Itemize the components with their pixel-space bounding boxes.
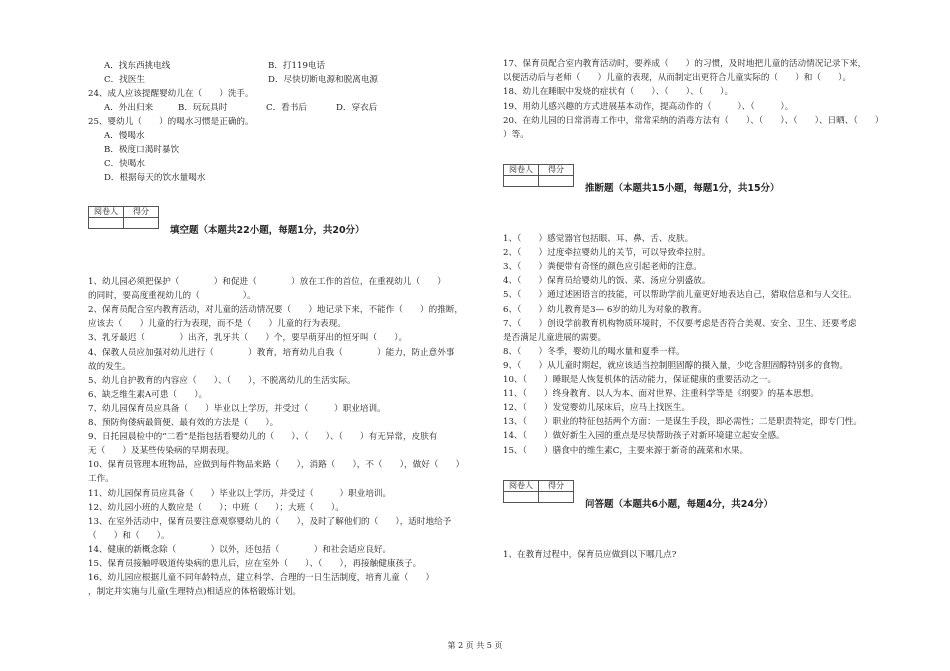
text-line: 15、（ ）膳食中的维生素C，主要来源于新奇的蔬菜和水果。 <box>503 445 749 456</box>
text-line: 应该去（ ）儿童的行为表现，而不是（ ）儿童的行为表现。 <box>88 319 346 330</box>
text-line: （ ）和（ ）。 <box>88 530 170 541</box>
text-line: 12、幼儿园小班的人数应是（ ）；中班（ ）；大班（ ）。 <box>88 502 344 513</box>
text-line: 16、幼儿园应根据儿童不同年龄特点，建立科学、合理的一日生活制度，培育儿童（ ） <box>88 573 435 584</box>
text-line: 是否满足儿童进展的需要。 <box>503 332 607 343</box>
grader-label: 阅卷人 <box>504 481 539 492</box>
text-line: 9、（ ）从儿童时期起，就应该适当控制胆固醇的摄入量，少吃含胆固醇特别多的食物。 <box>503 360 848 371</box>
text-line: 5、幼儿自护教育的内容应（ ）、（ ），不脱离幼儿的生活实际。 <box>88 375 356 386</box>
score-box-qa <box>503 480 574 503</box>
text-line: 故的发生。 <box>88 361 131 372</box>
score-cell <box>539 492 574 503</box>
text-line: 15、保育员接触呼吸道传染病的患儿后，应在室外（ ）、（ ），再接触健康孩子。 <box>88 559 422 569</box>
text-line: 17、保育员配合室内教育活动时，要养成（ ）的习惯，及时地把儿童的活动情况记录下来， <box>503 59 867 69</box>
text-line: ）等。 <box>503 130 529 140</box>
grader-cell <box>89 218 124 229</box>
q23-option-d: D．尽快切断电源和脱离电源 <box>268 75 379 85</box>
score-box-fill <box>88 206 159 229</box>
text-line: 11、（ ）终身教育、以人为本、面对世界、注重科学等是《纲要》的基本思想。 <box>503 389 820 400</box>
text-line: 14、（ ）做好新生入园的重点是尽快帮助孩子对新环境建立起安全感。 <box>503 431 785 442</box>
text-line: 10、（ ）睡眠是人恢复机体的活动能力，保证健康的重要活动之一。 <box>503 375 777 385</box>
page-number: 第 2 页 共 5 页 <box>447 641 503 650</box>
text-line: 的同时，要高度重视幼儿的（ ）。 <box>88 291 256 302</box>
q24-option-c: C．看书后 <box>266 103 307 113</box>
grader-label: 阅卷人 <box>89 207 124 218</box>
q24-option-a: A．外出归来 <box>104 103 154 113</box>
text-line: 11、幼儿园保育员应具备（ ）毕业以上学历，并受过（ ）职业培训。 <box>88 488 392 499</box>
text-line: 4、保教人员应加强对幼儿进行（ ）教育，培育幼儿自我（ ）能力，防止意外事 <box>88 347 455 358</box>
text-line: 18、幼儿在睡眠中发烧的症状有（ ）、（ ）、（ ）。 <box>503 87 734 98</box>
section-title-judge: 推断题（本题共15小题，每题1分，共15分） <box>585 183 780 194</box>
text-line: 1、在教育过程中，保育员应做到以下哪几点? <box>503 550 677 560</box>
text-line: 4、（ ）保育员给婴幼儿的饭、菜、汤应分别盛放。 <box>503 276 711 287</box>
question-25: 25、婴幼儿（ ）的喝水习惯是正确的。 <box>88 117 254 127</box>
text-line: 2、保育员配合室内教育活动，对儿童的活动情况要（ ）地记录下来，不能作（ ）的推断， <box>88 305 464 316</box>
score-label: 得分 <box>124 207 159 218</box>
text-line: 3、乳牙最迟（ ）出齐，乳牙共（ ）个，要早萌芽出的恒牙叫（ ）。 <box>88 333 408 344</box>
q25-option-a: A．慢喝水 <box>104 131 145 141</box>
text-line: 工作。 <box>88 474 114 485</box>
section-title-qa: 问答题（本题共6小题，每题4分，共24分） <box>585 499 773 510</box>
text-line: 6、（ ）幼儿教育是3— 6岁的幼儿为对象的教育。 <box>503 304 707 315</box>
text-line: 9、日托园晨检中的“二看”是指包括看婴幼儿的（ ）、（ ）、（ ）有无异常，皮肤有 <box>88 432 438 443</box>
text-line: 6、缺乏维生素A可患（ ）。 <box>88 389 208 400</box>
text-line: ，制定并实施与儿童(生理特点)相适应的体格锻炼计划。 <box>88 587 301 598</box>
q25-option-c: C．快喝水 <box>104 159 145 169</box>
text-line: 12、（ ）发觉婴幼儿尿床后，应马上找医生。 <box>503 403 691 414</box>
q23-option-c: C．找医生 <box>104 75 145 85</box>
text-line: 5、（ ）通过述困语言的技能，可以帮助学前儿童更好地表达自己，猎取信息和与人交往。 <box>503 290 857 301</box>
text-line: 7、幼儿园保育员应具备（ ）毕业以上学历，并受过（ ）职业培训。 <box>88 403 386 414</box>
score-label: 得分 <box>539 165 574 176</box>
text-line: 以便活动后与老师（ ）儿童的表现，从而制定出更符合儿童实际的（ ）和（ ）。 <box>503 73 852 84</box>
text-line: 20、在幼儿园的日常消毒工作中，常常采纳的消毒方法有（ ）、（ ）、（ ）、日晒、（ ） <box>503 115 884 126</box>
score-label: 得分 <box>539 481 574 492</box>
score-box-judge <box>503 164 574 187</box>
score-cell <box>124 218 159 229</box>
score-cell <box>539 176 574 187</box>
q23-option-a: A．找东西挑电线 <box>104 61 171 71</box>
q25-option-d: D．根据每天的饮水量喝水 <box>104 173 206 183</box>
grader-label: 阅卷人 <box>504 165 539 176</box>
q24-option-d: D．穿衣后 <box>336 103 378 113</box>
text-line: 3、（ ）粪便带有奇怪的颜色应引起老师的注意。 <box>503 262 702 273</box>
grader-cell <box>504 176 539 187</box>
q23-option-b: B．打119电话 <box>268 61 326 71</box>
text-line: 1、（ ）感觉器官包括眼、耳、鼻、舌、皮肤。 <box>503 234 694 244</box>
question-24: 24、成人应该提醒婴幼儿在（ ）洗手。 <box>88 89 254 99</box>
q24-option-b: B．玩玩具时 <box>178 103 228 113</box>
text-line: 7、（ ）创设学前教育机构物质环境时，不仅要考虑是否符合美观、安全、卫生、还要考虑 <box>503 318 857 329</box>
q25-option-b: B．极度口渴时暴饮 <box>104 145 180 155</box>
text-line: 8、预防佝偻病最简便、最有效的方法是（ ）。 <box>88 418 279 428</box>
text-line: 10、保育员管理本班物品，应做到每件物品来路（ ），消路（ ），不（ ），做好（ ） <box>88 460 465 471</box>
text-line: 8、（ ）冬季，婴幼儿的喝水量和夏季一样。 <box>503 346 685 357</box>
text-line: 2、（ ）过度牵拉婴幼儿的关节，可以导致牵拉肘。 <box>503 248 711 259</box>
text-line: 13、（ ）职业的特征包括两个方面：一是谋生手段，即必需性；二是职责特定，即专门性。 <box>503 417 862 428</box>
text-line: 13、在室外活动中，保育员要注意观察婴幼儿的（ ），及时了解他们的（ ），适时地给予 <box>88 516 452 527</box>
text-line: 1、幼儿园必须把保护（ ）和促进（ ）放在工作的首位，在重视幼儿（ ） <box>88 277 446 287</box>
text-line: 无（ ）及某些传染病的早期表现。 <box>88 446 235 457</box>
section-title-fill: 填空题（本题共22小题，每题1分，共20分） <box>170 225 365 236</box>
grader-cell <box>504 492 539 503</box>
text-line: 19、用幼儿感兴趣的方式进展基本动作，提高动作的（ ）、（ ）。 <box>503 101 794 112</box>
text-line: 14、健康的新概念除（ ）以外，还包括（ ）和社会适应良好。 <box>88 544 392 555</box>
